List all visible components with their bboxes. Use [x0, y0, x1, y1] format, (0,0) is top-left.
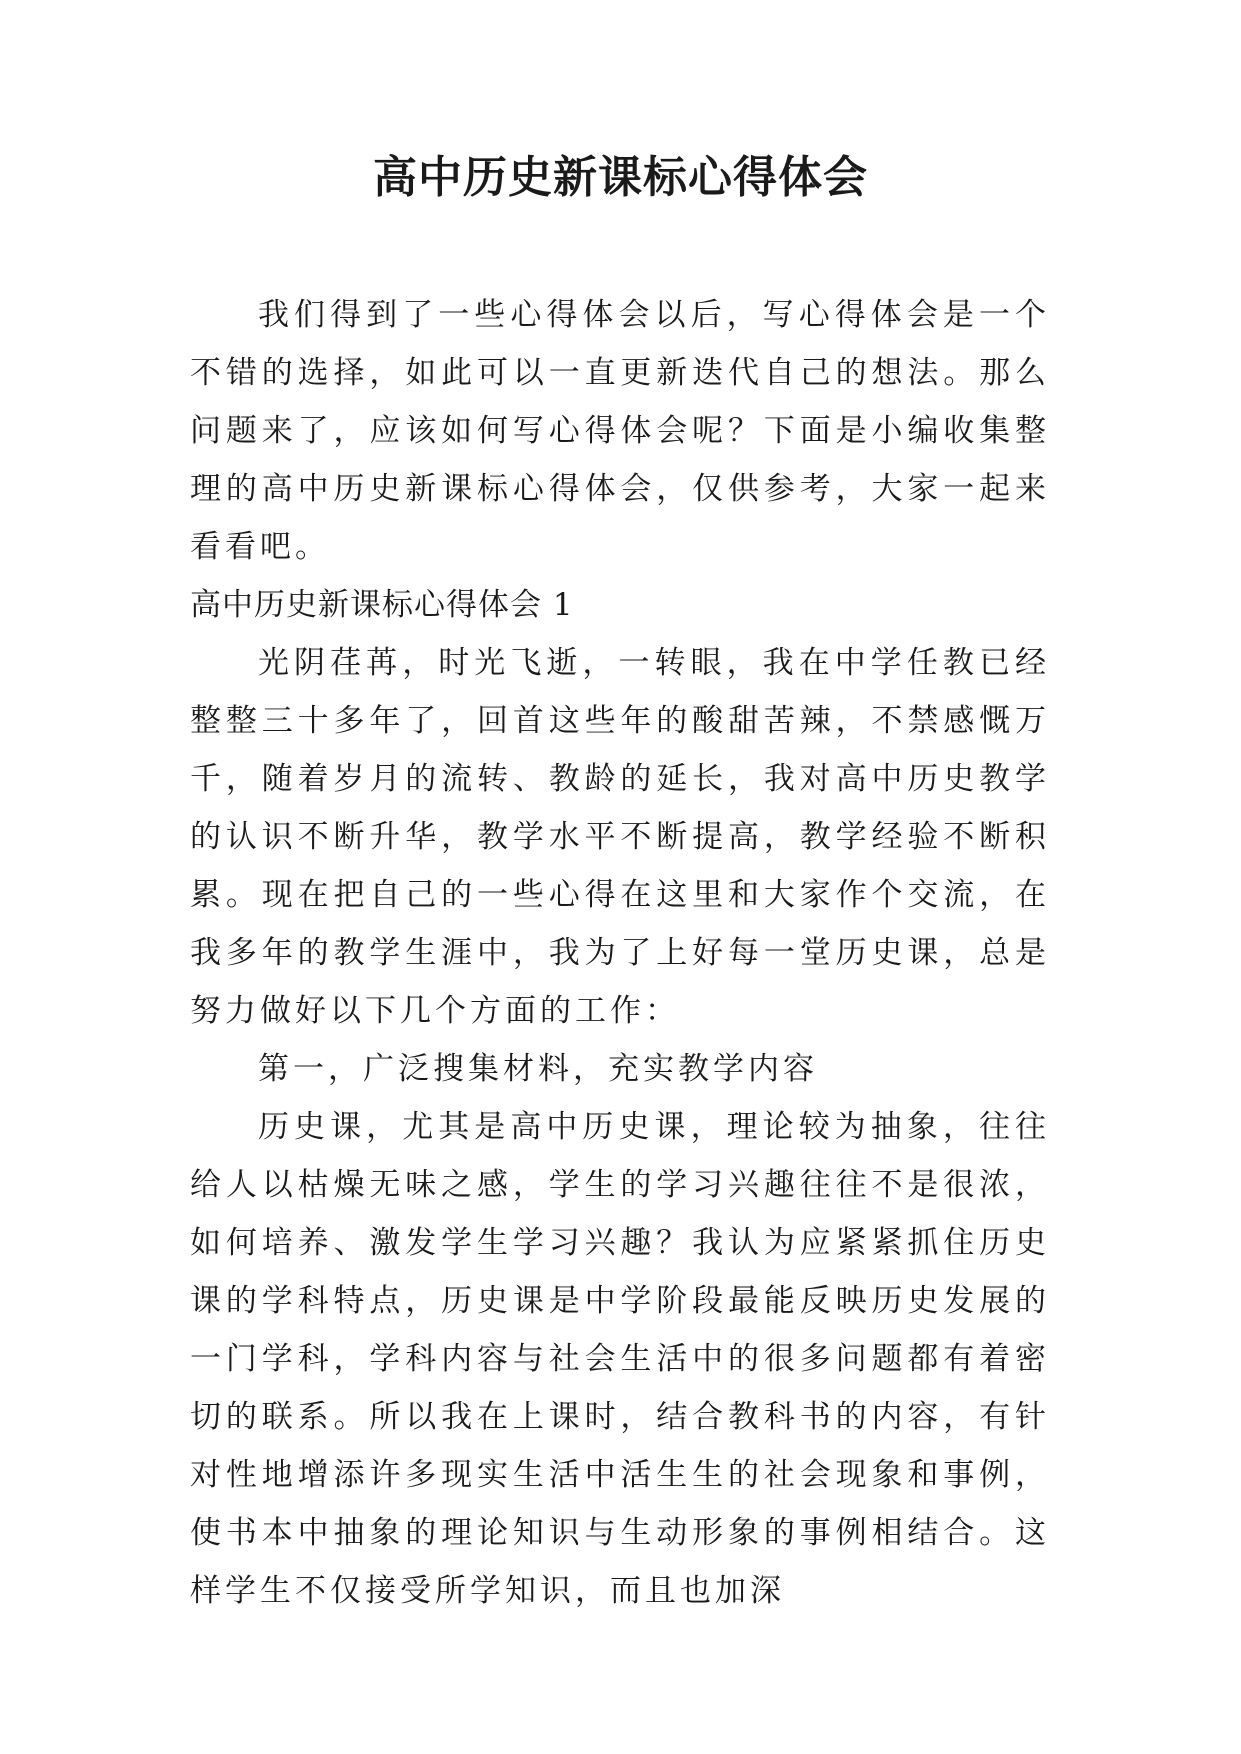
intro-paragraph: 我们得到了一些心得体会以后，写心得体会是一个不错的选择，如此可以一直更新迭代自己的想法。那么问题来了，应该如何写心得体会呢？下面是小编收集整理的高中历史新课标心得体会，仅供参考，大家一起来看看吧。 [190, 297, 1050, 565]
body-paragraph: 历史课，尤其是高中历史课，理论较为抽象，往往给人以枯燥无味之感，学生的学习兴趣往往不是很浓，如何培养、激发学生学习兴趣？我认为应紧紧抓住历史课的学科特点，历史课是中学阶段最能反映历史发展的一门学科，学科内容与社会生活中的很多问题都有着密切的联系。所以我在上课时，结合教科书的内容，有针对性地增添许多现实生活中活生生的社会现象和事例，使书本中抽象的理论知识与生动形象的事例相结合。这样学生不仅接受所学知识，而且也加深 [190, 1109, 1050, 1609]
subheading-paragraph: 第一，广泛搜集材料，充实教学内容 [258, 1051, 818, 1087]
document-title: 高中历史新课标心得体会 [373, 152, 868, 203]
section-heading: 高中历史新课标心得体会 1 [190, 587, 574, 623]
body-paragraph: 光阴荏苒，时光飞逝，一转眼，我在中学任教已经整整三十多年了，回首这些年的酸甜苦辣，不禁感慨万千，随着岁月的流转、教龄的延长，我对高中历史教学的认识不断升华，教学水平不断提高，教学经验不断积累。现在把自己的一些心得在这里和大家作个交流，在我多年的教学生涯中，我为了上好每一堂历史课，总是努力做好以下几个方面的工作： [190, 645, 1050, 1029]
